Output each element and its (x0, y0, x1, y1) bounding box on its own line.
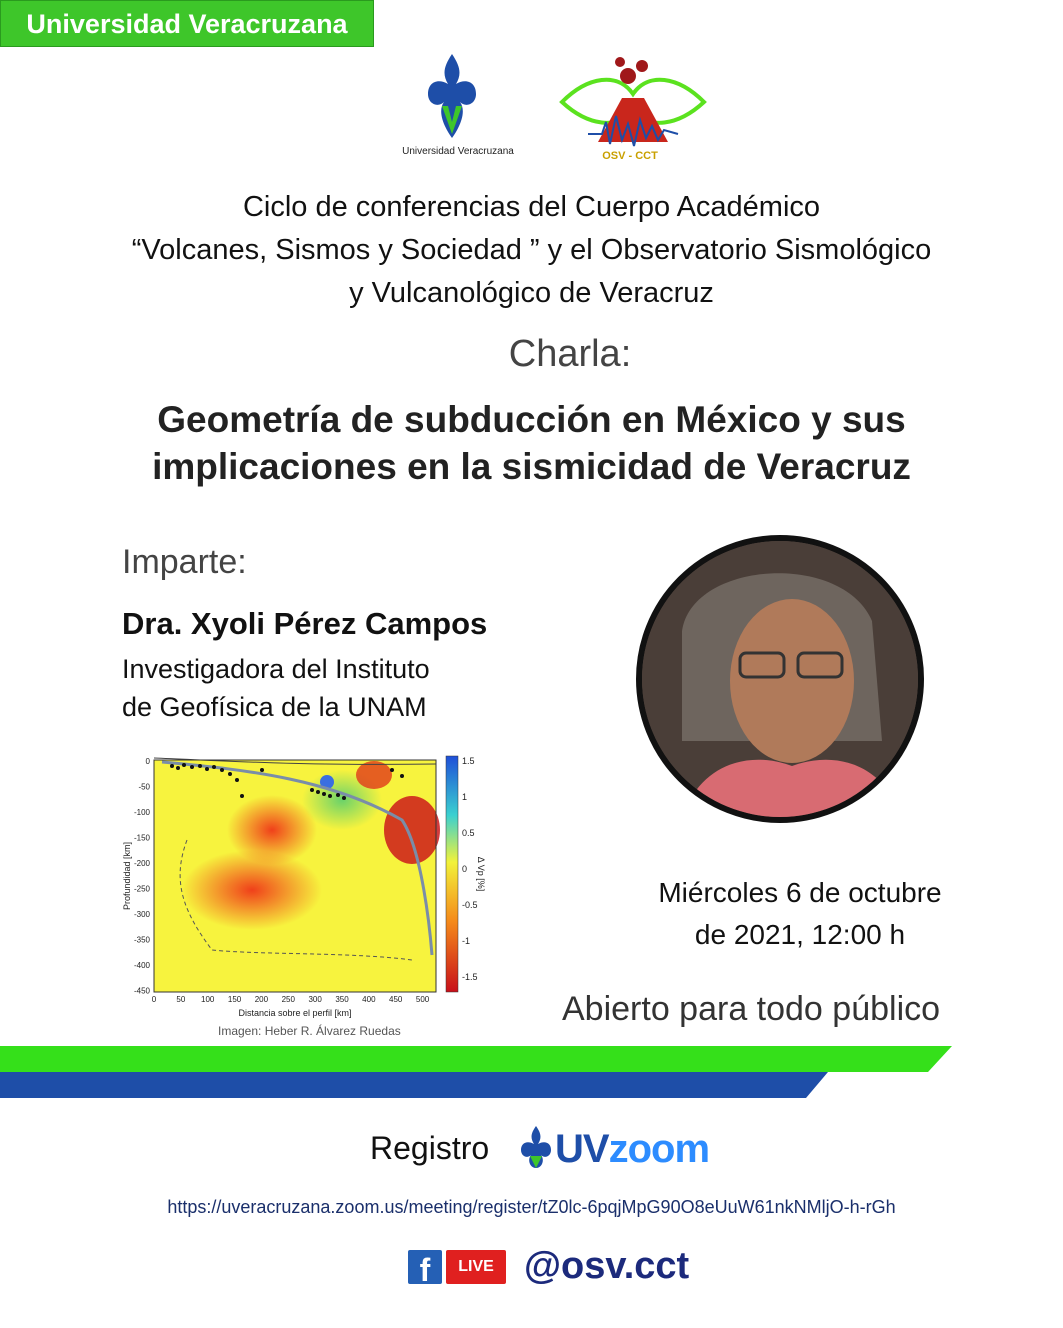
uv-zoom-fleur-icon (518, 1124, 554, 1170)
x-tick-label: 500 (415, 995, 430, 1004)
osv-volcano-logo-icon (558, 54, 708, 150)
colorbar-tick-label: 1.5 (462, 756, 475, 766)
x-tick-label: 300 (308, 995, 322, 1004)
x-tick-label: 200 (254, 995, 269, 1004)
charla-label: Charla: (508, 333, 632, 375)
y-tick-label: -100 (133, 807, 150, 817)
colorbar-tick-label: 1 (462, 792, 468, 802)
y-tick-label: -350 (133, 935, 150, 945)
event-date (620, 872, 980, 956)
x-tick-label: 0 (151, 995, 157, 1004)
y-tick-label: -450 (133, 986, 150, 996)
x-tick-label: 350 (335, 995, 349, 1004)
uv-logo-caption: Universidad Veracruzana (402, 146, 514, 157)
talk-title (60, 396, 1003, 490)
x-tick-label: 150 (227, 995, 242, 1004)
audience-note: Abierto para todo público (562, 990, 941, 1028)
y-axis-label: Profundidad [km] (122, 841, 132, 911)
uv-zoom-brand[interactable] (555, 1127, 709, 1172)
intro-line-1: Ciclo de conferencias del Cuerpo Académico (242, 191, 821, 223)
speaker-photo (636, 535, 924, 823)
y-tick-label: -150 (133, 833, 150, 843)
y-tick-label: -300 (133, 909, 150, 919)
speaker-portrait-icon (642, 541, 918, 817)
x-tick-label: 100 (201, 995, 215, 1004)
colorbar-label: Δ Vp [%] (476, 856, 486, 892)
colorbar-tick-label: 0 (462, 864, 468, 874)
x-tick-label: 400 (362, 995, 376, 1004)
y-tick-label: 0 (145, 757, 150, 766)
osv-logo-caption: OSV - CCT (602, 150, 658, 162)
zoom-brand-zoom: zoom (608, 1127, 710, 1171)
intro-line-3: y Vulcanológico de Veracruz (349, 277, 714, 309)
registration-link[interactable]: https://uveracruzana.zoom.us/meeting/register/tZ0lc-6pqjMpG90O8eUuW61nkNMljO-h-rGh (167, 1197, 896, 1217)
image-credit: Imagen: Heber R. Álvarez Ruedas (218, 1024, 401, 1038)
conference-series-intro (0, 186, 1063, 315)
facebook-icon[interactable]: f (408, 1250, 442, 1284)
colorbar-tick-label: -0.5 (462, 900, 478, 910)
talk-title-line-2: implicaciones en la sismicidad de Veracruz (152, 446, 911, 487)
colorbar-tick-label: -1.5 (462, 972, 478, 982)
x-axis-label: Distancia sobre el perfil [km] (238, 1008, 352, 1018)
y-tick-label: -400 (133, 960, 150, 970)
registration-label: Registro (370, 1130, 490, 1166)
zoom-brand-uv: UV (555, 1127, 609, 1171)
intro-line-2: “Volcanes, Sismos y Sociedad ” y el Observatorio Sismológico (131, 234, 932, 266)
y-tick-label: -50 (138, 782, 150, 792)
speaker-name: Dra. Xyoli Pérez Campos (122, 606, 488, 641)
colorbar-tick-label: -1 (462, 936, 471, 946)
event-date-line-2: de 2021, 12:00 h (694, 919, 906, 950)
y-tick-label: -250 (133, 884, 150, 894)
event-date-line-1: Miércoles 6 de octubre (658, 877, 942, 908)
decorative-bands (0, 1046, 1063, 1100)
y-tick-label: -200 (133, 858, 150, 868)
colorbar (446, 756, 458, 992)
speaker-affiliation: Investigadora del Instituto de Geofísica de la UNAM (122, 654, 430, 722)
x-tick-label: 250 (281, 995, 295, 1004)
social-handle[interactable]: @osv.cct (524, 1245, 690, 1287)
talk-title-line-1: Geometría de subducción en México y sus (157, 399, 906, 440)
x-tick-label: 450 (389, 995, 403, 1004)
x-tick-label: 50 (176, 995, 186, 1004)
colorbar-tick-label: 0.5 (462, 828, 475, 838)
tomography-figure (112, 740, 492, 1040)
imparte-label: Imparte: (122, 543, 247, 581)
uv-fleur-logo-icon (424, 52, 480, 142)
university-tag: Universidad Veracruzana (0, 0, 374, 47)
live-badge: LIVE (446, 1250, 506, 1284)
